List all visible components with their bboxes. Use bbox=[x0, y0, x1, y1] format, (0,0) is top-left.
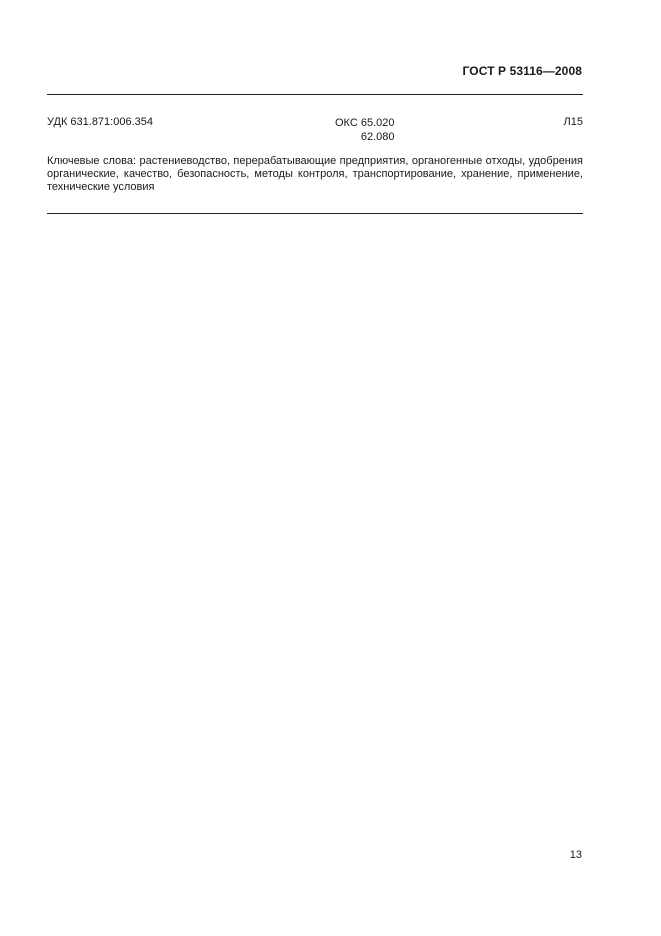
page-number: 13 bbox=[569, 849, 582, 861]
oks-code bbox=[335, 116, 395, 144]
group-code: Л15 bbox=[563, 116, 583, 128]
standard-code-header: ГОСТ Р 53116—2008 bbox=[462, 64, 582, 78]
oks-code-line-2: 62.080 bbox=[360, 131, 395, 143]
bottom-divider bbox=[47, 213, 583, 214]
top-divider bbox=[47, 94, 583, 95]
oks-code-line-1: ОКС 65.020 bbox=[335, 117, 395, 129]
classification-row bbox=[47, 116, 583, 148]
udk-code: УДК 631.871:006.354 bbox=[47, 116, 153, 128]
keywords-paragraph: Ключевые слова: растениеводство, перерабатывающие предприятия, органогенные отходы, удобрения органические, качество, безопасность, методы контроля, транспортирование, хранение, применение, технические условия bbox=[47, 155, 583, 193]
